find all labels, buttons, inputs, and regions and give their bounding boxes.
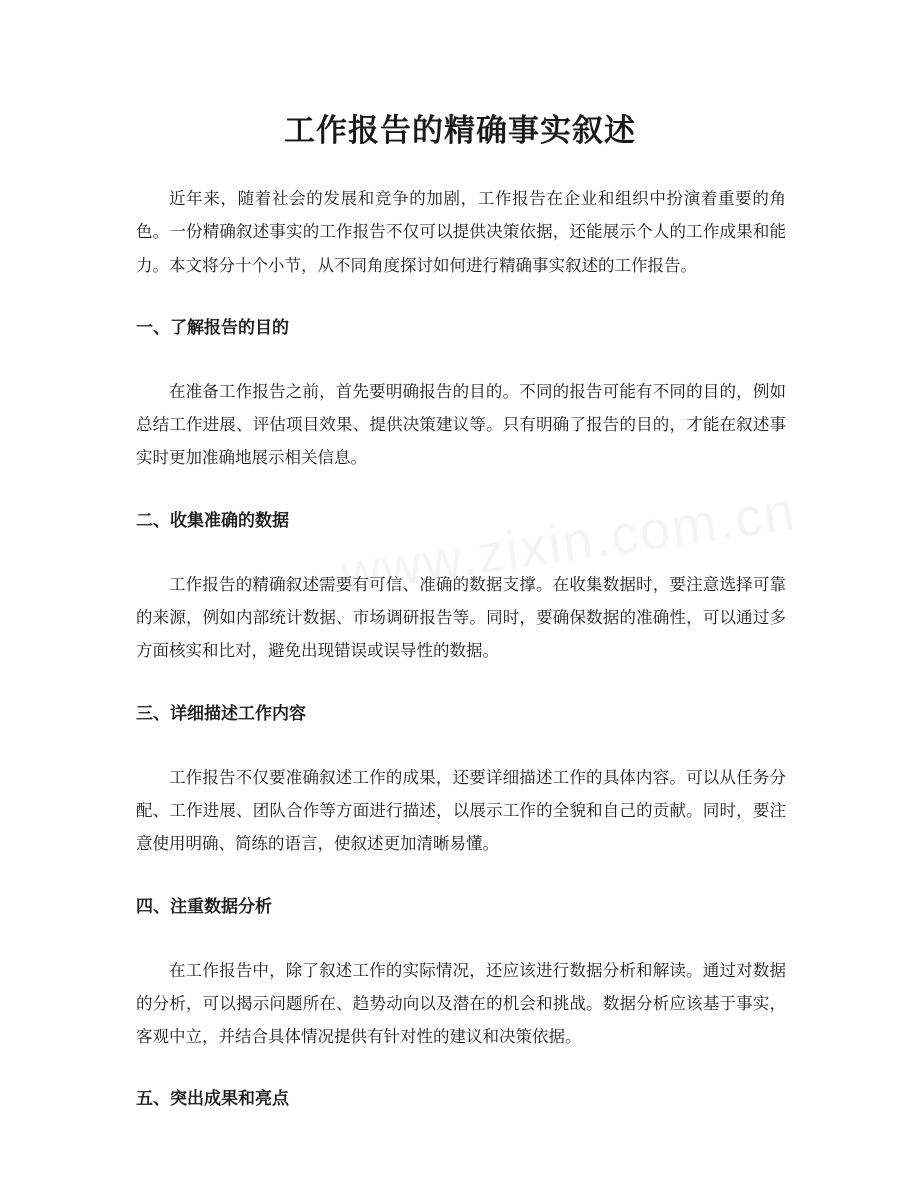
section-heading-2: 二、收集准确的数据 [136,510,289,531]
document-body [136,182,786,1146]
section-heading-5: 五、突出成果和亮点 [136,1089,289,1110]
section-heading-1: 一、了解报告的目的 [136,317,289,338]
intro-paragraph: 近年来，随着社会的发展和竞争的加剧，工作报告在企业和组织中扮演着重要的角色。一份精确叙述事实的工作报告不仅可以提供决策依据，还能展示个人的工作成果和能力。本文将分十个小节，从不同角度探讨如何进行精确事实叙述的工作报告。 [136,189,786,275]
document-title: 工作报告的精确事实叙述 [284,113,636,149]
section-body-2: 工作报告的精确叙述需要有可信、准确的数据支撑。在收集数据时，要注意选择可靠的来源，例如内部统计数据、市场调研报告等。同时，要确保数据的准确性，可以通过多方面核实和比对，避免出现错误或误导性的数据。 [136,574,786,661]
section-body-4: 在工作报告中，除了叙述工作的实际情况，还应该进行数据分析和解读。通过对数据的分析，可以揭示问题所在、趋势动向以及潜在的机会和挑战。数据分析应该基于事实，客观中立，并结合具体情况提供有针对性的建议和决策依据。 [136,960,786,1047]
section-body-3: 工作报告不仅要准确叙述工作的成果，还要详细描述工作的具体内容。可以从任务分配、工作进展、团队合作等方面进行描述，以展示工作的全貌和自己的贡献。同时，要注意使用明确、简练的语言，使叙述更加清晰易懂。 [136,767,786,854]
section-body-1: 在准备工作报告之前，首先要明确报告的目的。不同的报告可能有不同的目的，例如总结工作进展、评估项目效果、提供决策建议等。只有明确了报告的目的，才能在叙述事实时更加准确地展示相关信息。 [136,381,786,468]
section-heading-3: 三、详细描述工作内容 [136,703,306,724]
section-heading-4: 四、注重数据分析 [136,896,272,917]
